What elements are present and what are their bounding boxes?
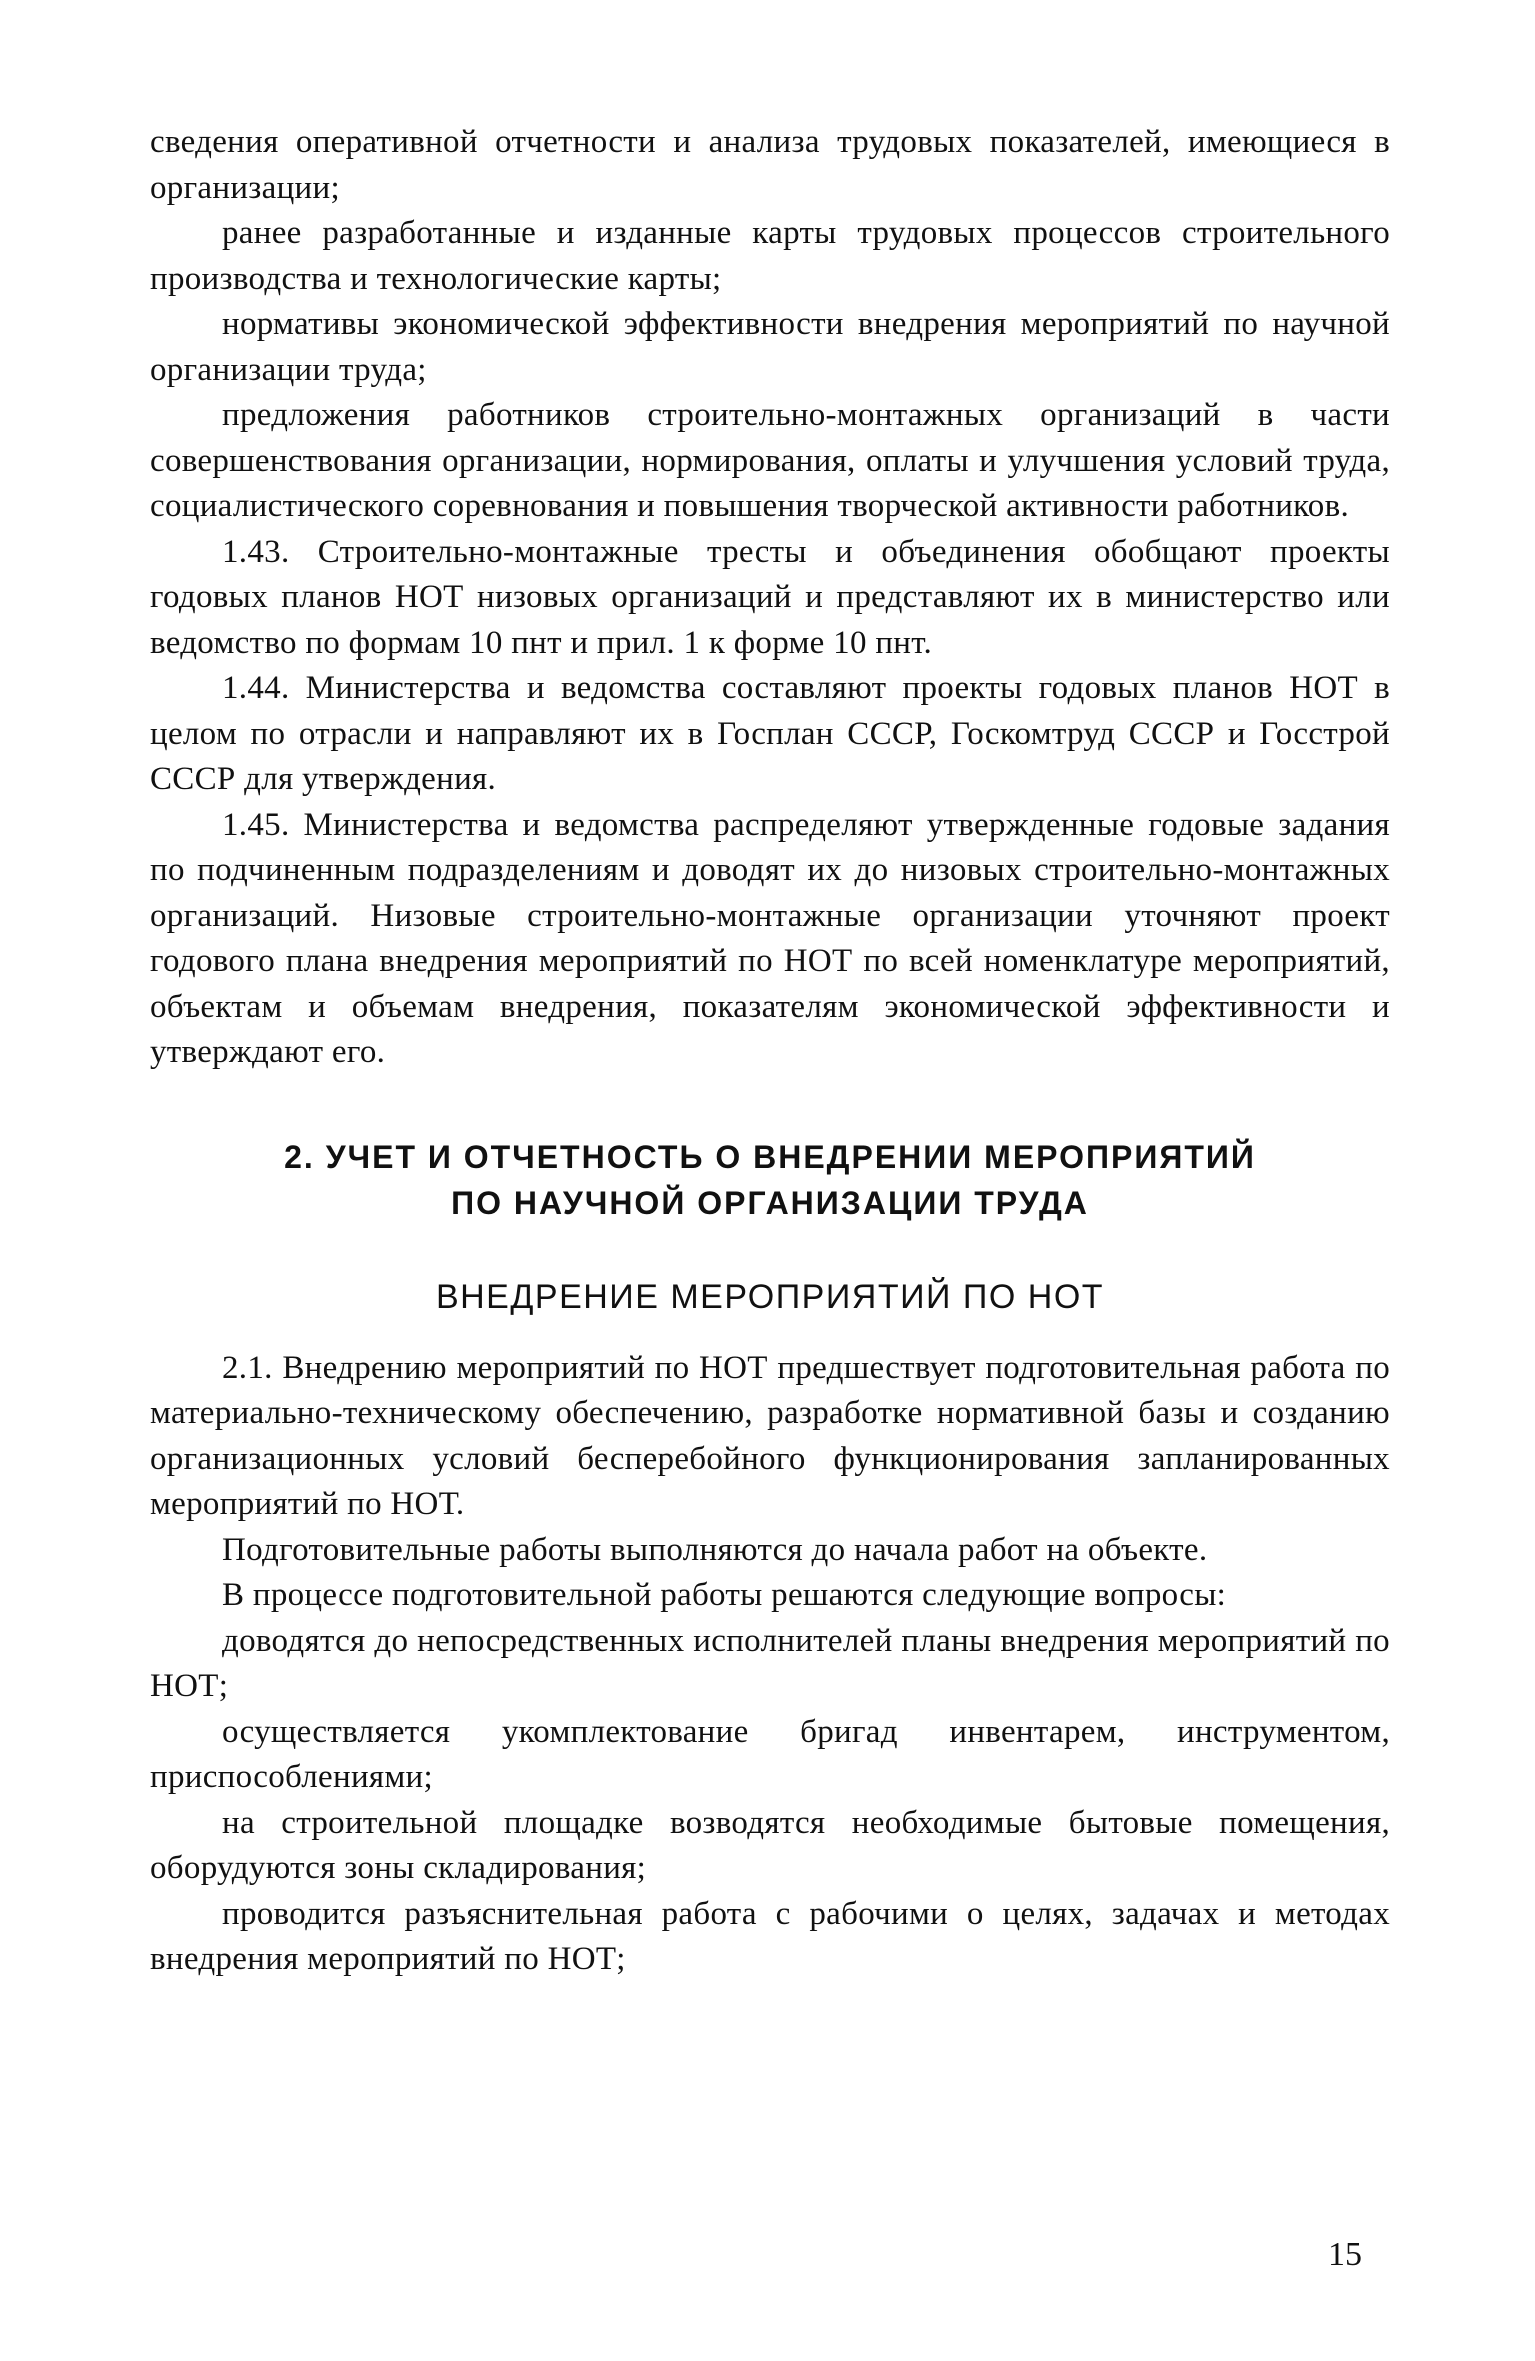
paragraph-1-45: 1.45. Министерства и ведомства распределяют утвержденные годовые задания по подчиненным подразделениям и доводят их до низовых строительно-монтажных организаций. Низовые строительно-монтажные организации уточняют проект годового плана внедрения мероприятий по НОТ по всей номенклатуре мероприятий, объектам и объемам внедрения, показателям экономической эффективности и утверждают его. [150, 806, 1390, 1070]
paragraph: В процессе подготовительной работы решаются следующие вопросы: [222, 1577, 1227, 1613]
paragraph: проводится разъяснительная работа с рабочими о целях, задачах и методах внедрения мероприятий по НОТ; [150, 1895, 1390, 1977]
paragraph: на строительной площадке возводятся необходимые бытовые помещения, оборудуются зоны складирования; [150, 1804, 1390, 1886]
paragraph-1-44: 1.44. Министерства и ведомства составляют проекты годовых планов НОТ в целом по отрасли и направляют их в Госплан СССР, Госкомтруд СССР и Госстрой СССР для утверждения. [150, 670, 1390, 797]
paragraph: сведения оперативной отчетности и анализа трудовых показателей, имеющиеся в организации; [150, 124, 1390, 206]
paragraph: предложения работников строительно-монтажных организаций в части совершенствования организации, нормирования, оплаты и улучшения условий труда, социалистического соревнования и повышения творческой активности работников. [150, 397, 1390, 524]
section-gap [150, 1076, 1390, 1134]
page-body [150, 120, 1390, 1983]
paragraph: доводятся до непосредственных исполнителей планы внедрения мероприятий по НОТ; [150, 1622, 1390, 1704]
page-number: 15 [1328, 2236, 1362, 2273]
paragraph: Подготовительные работы выполняются до начала работ на объекте. [222, 1531, 1208, 1568]
paragraphs-bottom [150, 1346, 1390, 1983]
section-heading [150, 1134, 1390, 1226]
paragraph-1-43: 1.43. Строительно-монтажные тресты и объединения обобщают проекты годовых планов НОТ низовых организаций и представляют их в министерство или ведомство по формам 10 пнт и прил. 1 к форме 10 пнт. [150, 533, 1390, 661]
section-subheading: ВНЕДРЕНИЕ МЕРОПРИЯТИЙ ПО НОТ [435, 1277, 1105, 1316]
paragraphs-top [150, 120, 1390, 1076]
paragraph: нормативы экономической эффективности внедрения мероприятий по научной организации труда; [150, 306, 1390, 388]
section-heading-line-1: 2. УЧЕТ И ОТЧЕТНОСТЬ О ВНЕДРЕНИИ МЕРОПРИЯТИЙ [284, 1138, 1256, 1175]
section-heading-line-2: ПО НАУЧНОЙ ОРГАНИЗАЦИИ ТРУДА [451, 1184, 1089, 1221]
paragraph-2-1: 2.1. Внедрению мероприятий по НОТ предшествует подготовительная работа по материально-техническому обеспечению, разработке нормативной базы и созданию организационных условий бесперебойного функционирования запланированных мероприятий по НОТ. [150, 1349, 1390, 1522]
paragraph: осуществляется укомплектование бригад инвентарем, инструментом, приспособлениями; [150, 1713, 1390, 1795]
paragraph: ранее разработанные и изданные карты трудовых процессов строительного производства и технологические карты; [150, 215, 1390, 297]
